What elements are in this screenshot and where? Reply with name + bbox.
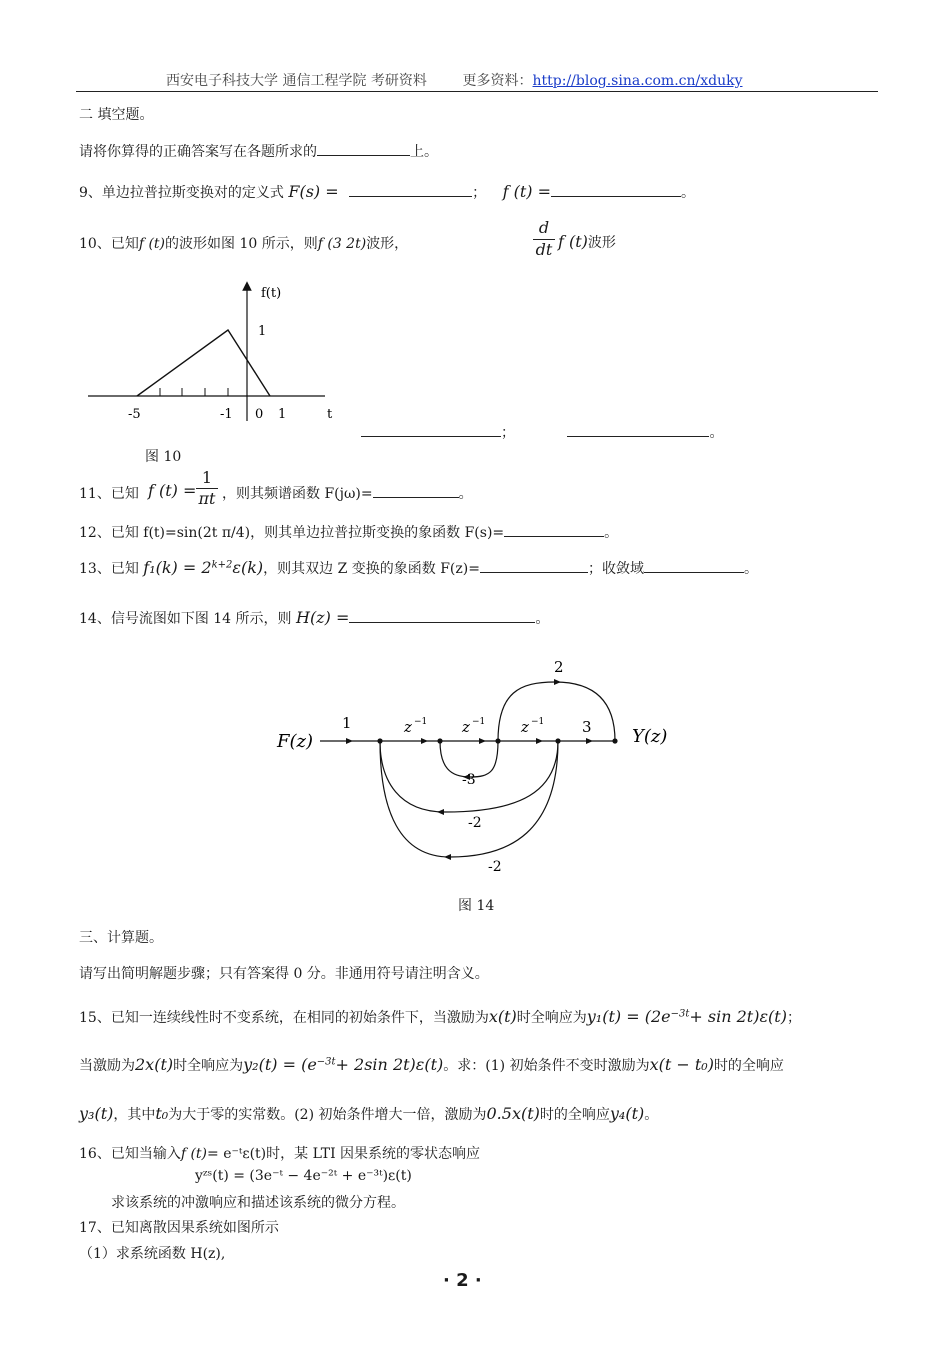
q15-y4: y₄(t) (609, 1104, 645, 1123)
page-header (166, 70, 743, 90)
q16-text: = e⁻ᵗε(t)时，某 LTI 因果系统的零状态响应 (207, 1146, 481, 1162)
q10-f32t: f (3 2t) (317, 236, 367, 252)
figure-10-caption: 图 10 (145, 449, 182, 465)
q13-eps: ε(k) (232, 558, 264, 577)
section3-instruction: 请写出简明解题步骤；只有答案得 0 分。非通用符号请注明含义。 (79, 966, 489, 982)
q10-end: 。 (709, 425, 724, 441)
answer-blank (317, 141, 410, 156)
gain-top: 2 (554, 658, 564, 676)
q14-prefix: 14、信号流图如下图 14 所示，则 (79, 611, 292, 627)
q12-text: 12、已知 f(t)=sin(2t π/4)，则其单边拉普拉斯变换的象函数 F(s)= (79, 525, 505, 541)
q10-rhs (558, 232, 616, 252)
instruction-end: 上。 (410, 144, 438, 160)
q15-semi: ； (786, 1010, 801, 1026)
q15-y3: y₃(t) (79, 1104, 114, 1123)
q16-yzs: yᶻˢ(t) = (3e⁻ᵗ − 4e⁻²ᵗ + e⁻³ᵗ)ε(t) (195, 1168, 412, 1184)
q9-Fs: F(s) = (288, 182, 339, 201)
gain-fb1: -3 (462, 772, 476, 788)
q9-blank-2 (551, 182, 681, 197)
q15-y2b: + 2sin 2t)ε(t) (335, 1055, 444, 1074)
q15-y2: y₂(t) = (e (243, 1055, 317, 1074)
q10-text-c: 波形， (366, 236, 409, 252)
q9-end: 。 (681, 185, 695, 201)
f-axis-label: f(t) (261, 286, 282, 301)
q15-end: 。 (644, 1107, 659, 1123)
gain-fb3: -2 (488, 859, 502, 875)
q13-exp: k+2 (211, 559, 233, 571)
q16-text: 16、已知当输入 (79, 1146, 181, 1162)
q9-prefix: 9、单边拉普拉斯变换对的定义式 (79, 185, 284, 201)
q11-end: 。 (458, 486, 473, 502)
q10-frac-den: dt (533, 239, 555, 259)
q10-answers (361, 422, 723, 442)
q13-f1k: f₁(k) = 2 (143, 558, 212, 577)
q10-frac-num: d (538, 218, 550, 237)
q11-den: πt (196, 488, 218, 508)
output-label: Y(z) (632, 726, 668, 747)
q13-sep: ；收敛域 (587, 561, 644, 577)
q12-end: 。 (604, 525, 619, 541)
figure-14 (270, 652, 690, 877)
section3-title: 三、计算题。 (79, 930, 163, 946)
instruction-text: 请将你算得的正确答案写在各题所求的 (79, 144, 317, 160)
y-tick-1: 1 (258, 324, 267, 339)
q11-prefix: 11、已知 (79, 486, 139, 502)
q11-ft: f (t) = (148, 481, 197, 500)
section2-instruction (79, 141, 438, 161)
q15-y2exp: −3t (316, 1056, 336, 1068)
q11-middle: ，则其频谱函数 F(jω)= (222, 486, 373, 502)
figure-14-caption: 图 14 (458, 898, 495, 914)
q15-text: 为大于零的实常数。(2) 初始条件增大一倍，激励为 (168, 1107, 487, 1123)
q15-resp1: 时全响应为 (516, 1010, 587, 1026)
q15-text: ，其中 (113, 1107, 156, 1123)
section2-title: 二 填空题。 (79, 107, 154, 123)
q15-y1b: + sin 2t)ε(t) (689, 1007, 787, 1026)
q9-ft: f (t) = (502, 182, 551, 201)
q17-line-2: （1）求系统函数 H(z), (79, 1246, 226, 1262)
question-13 (79, 558, 758, 578)
q15-x3: 0.5x(t) (486, 1104, 540, 1123)
q15-resp2: 时全响应为 (173, 1058, 244, 1074)
q15-text: 时的全响应 (539, 1107, 610, 1123)
q11-frac (196, 468, 218, 508)
q15-xt0: x(t − t₀) (649, 1055, 714, 1074)
gain-zexp-2: −1 (472, 717, 486, 727)
q14-Hz: H(z) = (295, 608, 350, 627)
q10-text-b: 的波形如图 10 所示，则 (165, 236, 318, 252)
q10-ft2: f (t) (558, 232, 588, 251)
q15-x1: x(t) (488, 1007, 517, 1026)
question-12 (79, 522, 618, 542)
q14-blank (349, 608, 535, 623)
q10-blank-1 (361, 422, 501, 437)
q16-line-1 (79, 1143, 480, 1163)
feedforward-branch (498, 682, 615, 741)
x-tick-label: -5 (128, 407, 141, 422)
q9-blank-1 (349, 182, 472, 197)
gain-out: 3 (582, 718, 592, 736)
q15-y1: y₁(t) = (2e (586, 1007, 671, 1026)
q15-line-2 (79, 1055, 784, 1075)
q13-blank-1 (480, 558, 588, 573)
gain-fb2: -2 (468, 815, 482, 831)
x-tick-label: 0 (255, 407, 264, 422)
question-14 (79, 608, 549, 628)
q15-text: 时的全响应 (713, 1058, 784, 1074)
gain-in: 1 (342, 714, 352, 732)
header-link[interactable]: http://blog.sina.com.cn/xduky (532, 73, 743, 89)
q15-line-1 (79, 1007, 801, 1027)
q17-line-1: 17、已知离散因果系统如图所示 (79, 1220, 279, 1236)
q15-line-3 (79, 1104, 658, 1124)
q10-frac (533, 218, 555, 259)
q11-num: 1 (201, 468, 213, 487)
question-10 (79, 233, 408, 253)
q10-text-d: 波形 (587, 235, 616, 251)
gain-zinv-2: z (462, 718, 470, 736)
q13-blank-2 (644, 558, 744, 573)
gain-zinv-3: z (521, 718, 529, 736)
q15-x2: 2x(t) (135, 1055, 174, 1074)
gain-zexp-3: −1 (531, 717, 545, 727)
q15-text: 。求：(1) 初始条件不变时激励为 (443, 1058, 650, 1074)
q16-ft: f (t) (180, 1146, 208, 1162)
gain-zexp-1: −1 (414, 717, 428, 727)
feedback-branch-3 (380, 741, 558, 857)
q13-end: 。 (743, 561, 758, 577)
q15-text: 当激励为 (79, 1058, 135, 1074)
figure-10 (80, 278, 350, 428)
q15-y1exp: −3t (670, 1008, 690, 1020)
t-axis-label: t (327, 407, 333, 422)
header-more-label: 更多资料： (462, 73, 533, 89)
q13-middle: ，则其双边 Z 变换的象函数 F(z)= (263, 561, 480, 577)
q10-text-a: 10、已知 (79, 236, 139, 252)
q10-ft: f (t) (138, 236, 166, 252)
q16-line-3: 求该系统的冲激响应和描述该系统的微分方程。 (111, 1195, 405, 1211)
header-rule (76, 91, 878, 92)
x-tick-label: -1 (220, 407, 233, 422)
q13-prefix: 13、已知 (79, 561, 139, 577)
q11-rest (222, 483, 473, 503)
question-9 (79, 182, 695, 202)
header-school: 西安电子科技大学 通信工程学院 考研资料 (166, 73, 427, 89)
x-tick-label: 1 (278, 407, 287, 422)
waveform-line (137, 330, 270, 396)
q9-sep: ； (472, 185, 487, 201)
q10-sep: ； (501, 425, 515, 441)
q14-end: 。 (535, 611, 550, 627)
q12-blank (504, 522, 604, 537)
gain-zinv-1: z (404, 718, 412, 736)
input-label: F(z) (277, 731, 314, 752)
q15-t0: t₀ (155, 1104, 169, 1123)
q11-blank (373, 483, 459, 498)
q10-blank-2 (567, 422, 709, 437)
q15-text: 15、已知一连续线性时不变系统，在相同的初始条件下，当激励为 (79, 1010, 489, 1026)
page-number: · 2 · (443, 1270, 482, 1291)
